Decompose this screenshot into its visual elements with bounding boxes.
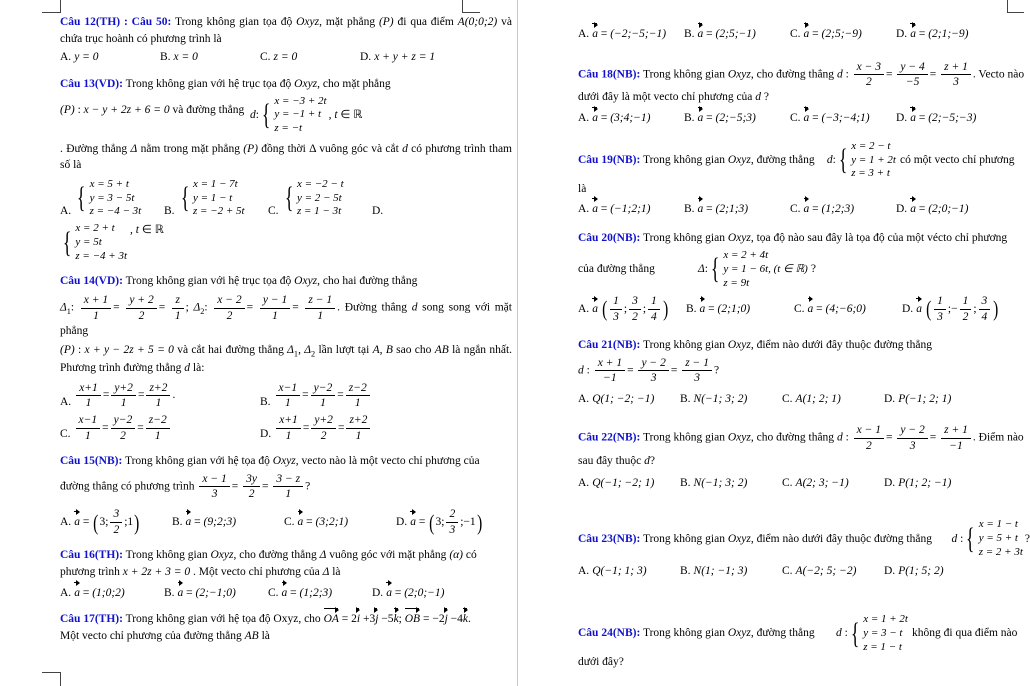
option-d[interactable]: D. a = (2;0;−1) (372, 585, 476, 602)
line-d-system: { x = 2 − t y = 1 + 2t z = 3 + t (838, 139, 896, 180)
opt-row: x = 5 + t (89, 177, 129, 190)
question-cau15: Câu 15(NB): Trong không gian với hệ tọa độ Oxyz, vecto nào là một vecto chỉ phương của đường thẳng có phương trình $\frac{x - 1}{3}$ = $\frac{3y}{2}$ = $\frac{3 - z}{1}$ ? A. a = ( 3; $\frac{3}{2}$ ;1 ) B. a = (9;2;3) C. a = (3;2;1) D. a = ( 3; $\frac{2}{3}$ ;−1 ) (60, 453, 512, 540)
question-label: Câu 17(TH): (60, 613, 123, 626)
line-y: y = 5 + t (978, 531, 1018, 544)
opt-row: x = 2 + t (75, 222, 115, 235)
line-x: x = 2 + 4t (723, 249, 769, 262)
option-key: C. (782, 476, 793, 489)
option-a[interactable]: A. $\frac{x+1}{1}$ = $\frac{y+2}{1}$ = $\frac{z+2}{1}$ . (60, 381, 176, 409)
option-c[interactable]: C. a = (4;−6;0) (794, 294, 902, 324)
crop-mark-top-mid-h (462, 12, 480, 13)
option-text: z = 0 (273, 51, 298, 64)
option-c[interactable] (782, 563, 884, 580)
option-key: C. (260, 51, 271, 64)
question-cau22: Câu 22(NB): Trong không gian Oxyz, cho đường thẳng d : $\frac{x - 1}{2}$ = $\frac{y - 2}{3}$ = $\frac{z + 1}{-1}$ . Điểm nào sau đây thuộc d? A. Q(−1; −2; 1) B. N(−1; 3; 2) C. A(2; 3; −1) D. P(1; 2; −1) (578, 423, 1030, 494)
line-z: z = 2 + 3t (978, 545, 1023, 558)
option-key: D. (902, 302, 914, 315)
options-cau15 (60, 507, 512, 540)
option-key: C. (794, 302, 805, 315)
option-a[interactable] (578, 563, 680, 580)
question-label: Câu 16(TH): (60, 549, 123, 562)
options-cau12 (60, 49, 512, 69)
options-cau13 (60, 178, 512, 267)
crop-mark-bottom-left-h (42, 672, 60, 673)
option-key: A. (578, 28, 590, 40)
option-key: D. (372, 586, 384, 599)
option-text: A(2; 3; −1) (795, 476, 849, 489)
option-key: B. (684, 202, 695, 215)
question-cau14: Câu 14(VD): Trong không gian với hệ trục tọa độ Oxyz, cho hai đường thẳng $\Delta_1$: $\frac{x + 1}{1}$ = $\frac{y + 2}{2}$ = $\frac{z}{1}$ ; $\Delta_2$: $\frac{x - 2}{2}$ = $\frac{y - 1}{1}$ = $\frac{z - 1}{1}$ . Đường thẳng d song song với mặt phẳng (P) : x + y − 2z + 5 = 0 và cắt hai đường thẳng $\Delta_1$, $\Delta_2$ lần lượt tại A, B sao cho AB là ngắn nhất. Phương trình đường thẳng d là: A. $\frac{x+1}{1}$ = $\frac{y+2}{1}$ = $\frac{z+2}{1}$ . B. $\frac{x-1}{1}$ = $\frac{y-2}{1}$ = $\frac{z-2}{1}$ C. $\frac{x-1}{1}$ = $\frac{y-2}{2}$ = $\frac{z-2}{1}$ D. $\frac{x+1}{1}$ = $\frac{y+2}{2}$ = $\frac{z+2}{1}$ (60, 273, 512, 446)
option-d[interactable]: D. a ( $\frac{1}{3}$ ;− $\frac{1}{2}$ ; $\frac{3}{4}$ ) (902, 295, 999, 323)
opt-row: x = 1 − 7t (192, 177, 238, 190)
question-cau12 (60, 14, 512, 69)
option-d[interactable]: D. a = (2;1;−9) (896, 26, 1002, 43)
line-y: y = 1 + 2t (851, 153, 896, 166)
option-c[interactable] (260, 49, 360, 66)
question-stem: Trong không gian tọa độ Oxyz, mặt phẳng (P) đi qua điểm A(0;0;2) và chứa trục hoành có phương trình là (60, 16, 512, 45)
option-text: Q(−1; −2; 1) (592, 476, 655, 489)
question-cau21: Câu 21(NB): Trong không gian Oxyz, điểm nào dưới đây thuộc đường thẳng d : $\frac{x + 1}{-1}$ = $\frac{y - 2}{3}$ = $\frac{z - 1}{3}$ ? A. Q(1; −2; −1) B. N(−1; 3; 2) C. A(1; 2; 1) D. P(−1; 2; 1) (578, 337, 1030, 411)
option-a[interactable]: A. a = (3;4;−1) (578, 110, 684, 127)
opt-row: z = −4 + 3t (75, 249, 128, 262)
line-d-system: { x = −3 + 2t y = −1 + t z = −t (261, 94, 327, 135)
option-key: B. (260, 395, 271, 408)
option-a[interactable]: A. a = (−1;2;1) (578, 201, 684, 218)
question-label: Câu 13(VD): (60, 78, 123, 91)
crop-mark-top-left-h (42, 12, 60, 13)
opt-row: y = 2 − 5t (296, 191, 342, 204)
option-key: D. (884, 393, 896, 406)
option-b[interactable]: B. a = (2;1;3) (684, 201, 790, 218)
option-key: A. (578, 393, 590, 406)
question-cau18: Câu 18(NB): Trong không gian Oxyz, cho đường thẳng d : $\frac{x - 3}{2}$ = $\frac{y - 4}{-5}$ = $\frac{z + 1}{3}$ . Vecto nào dưới đây là một vecto chỉ phương của d ? A. a = (3;4;−1) B. a = (2;−5;3) C. a = (−3;−4;1) D. a = (2;−5;−3) (578, 60, 1030, 130)
option-key: D. (896, 112, 908, 125)
option-key: B. (680, 565, 691, 578)
line-d-system: { x = 1 + 2t y = 3 − t z = 1 − t (850, 613, 908, 653)
options-cau14 (60, 381, 512, 447)
option-key: A. (60, 204, 72, 217)
line-y: y = 3 − t (863, 626, 903, 639)
option-key: C. (268, 586, 279, 599)
options-cau23 (578, 563, 1030, 583)
option-c[interactable]: C. $\frac{x-1}{1}$ = $\frac{y-2}{2}$ = $\frac{z-2}{1}$ (60, 413, 260, 443)
stem-part-2: , cho hai đường thẳng (317, 275, 418, 288)
option-key: D. (884, 565, 896, 578)
option-key: B. (160, 51, 171, 64)
option-b[interactable]: B. a = (9;2;3) (172, 507, 284, 537)
option-b[interactable] (680, 563, 782, 580)
line-z: z = 9t (723, 276, 750, 289)
option-text: P(1; 2; −1) (898, 476, 952, 489)
option-text: P(−1; 2; 1) (898, 393, 952, 406)
option-key: C. (790, 202, 801, 215)
right-column (578, 14, 1030, 679)
stem-oxyz: Oxyz (294, 275, 318, 288)
option-text: y = 0 (74, 51, 99, 64)
option-c[interactable] (782, 475, 884, 492)
left-column (60, 14, 512, 679)
option-d[interactable]: D. $\frac{x+1}{1}$ = $\frac{y+2}{2}$ = $\frac{z+2}{1}$ (260, 413, 460, 443)
option-text: A(1; 2; 1) (795, 393, 841, 406)
option-key: A. (60, 586, 72, 599)
option-a[interactable]: A. a = (−2;−5;−1) (578, 26, 684, 43)
option-key: B. (686, 302, 697, 315)
question-label: Câu 21(NB): (578, 339, 641, 352)
option-d[interactable] (884, 391, 986, 408)
option-key: D. (260, 428, 272, 441)
option-key: B. (684, 28, 695, 40)
line-x: x = 1 − t (978, 518, 1018, 531)
option-c[interactable] (782, 391, 884, 408)
option-key: D. (896, 28, 908, 40)
options-cau17 (578, 26, 1030, 46)
options-cau21 (578, 391, 1030, 411)
question-cau23: Câu 23(NB): Trong không gian Oxyz, điểm nào dưới đây thuộc đường thẳng d : { x = 1 − t y = 5 + t z = 2 + 3t ? A. Q(−1; 1; 3) B. N(1; −1; 3) C. A(−2; 5; −2) D. P(1; 5; 2) (578, 518, 1030, 583)
option-key: B. (680, 393, 691, 406)
option-key: C. (782, 565, 793, 578)
option-text: A(−2; 5; −2) (795, 565, 857, 578)
option-text: N(−1; 3; 2) (693, 393, 748, 406)
option-a[interactable]: A. a = ( 3; $\frac{3}{2}$ ;1 ) (60, 508, 140, 536)
crop-mark-top-mid-v (462, 0, 463, 13)
option-key: C. (790, 112, 801, 125)
question-cau19: Câu 19(NB): Trong không gian Oxyz, đường thẳng d: { x = 2 − t y = 1 + 2t z = 3 + t có một vecto chỉ phương là A. a = (−1;2;1) B. a = (2;1;3) C. a = (1;2;3) D. a = (2;0;−1) (578, 140, 1030, 221)
option-d[interactable]: D. a = ( 3; $\frac{2}{3}$ ;−1 ) (396, 508, 482, 536)
option-b[interactable]: B. $\frac{x-1}{1}$ = $\frac{y-2}{1}$ = $\frac{z-2}{1}$ (260, 381, 460, 411)
option-key: B. (172, 515, 183, 528)
option-key: D. (884, 476, 896, 489)
line-d-system: { x = 1 − t y = 5 + t z = 2 + 3t (966, 518, 1023, 558)
option-key: C. (284, 515, 295, 528)
option-key: C. (790, 28, 801, 40)
options-cau22 (578, 475, 1030, 495)
option-key: A. (60, 515, 72, 528)
question-cau20: Câu 20(NB): Trong không gian Oxyz, tọa độ nào sau đây là tọa độ của một vécto chỉ phương của đường thẳng Δ: { x = 2 + 4t y = 1 − 6t, (t ∈ ℝ) z = 9t ? A. a ( $\frac{1}{3}$ ; $\frac{3}{2}$ ; $\frac{1}{4}$ ) B. a = (2;1;0) C. a = (4;−6;0) D. a ( $\frac{1}{3}$ ;− $\frac{1}{2}$ ; $\frac{3}{4}$ ) (578, 230, 1030, 327)
question-cau16: Câu 16(TH): Trong không gian Oxyz, cho đường thẳng Δ vuông góc với mặt phẳng (α) có phương trình x + 2z + 3 = 0 . Một vecto chỉ phương của Δ là A. a = (1;0;2) B. a = (2;−1;0) C. a = (1;2;3) D. a = (2;0;−1) (60, 547, 512, 604)
line-z: z = 3 + t (851, 167, 890, 180)
option-key: C. (782, 393, 793, 406)
option-b[interactable]: B. { x = 1 − 7t y = 1 − t z = −2 + 5t (164, 177, 245, 218)
question-label: Câu 23(NB): (578, 532, 641, 545)
option-text: Q(−1; 1; 3) (592, 565, 647, 578)
opt-row: z = 1 − 3t (296, 205, 342, 218)
option-d[interactable]: D. a = (2;−5;−3) (896, 110, 1002, 127)
option-key: B. (164, 204, 175, 217)
option-c[interactable]: C. a = (3;2;1) (284, 507, 396, 537)
option-text: N(1; −1; 3) (693, 565, 748, 578)
crop-mark-top-right-v (1007, 0, 1008, 13)
option-a[interactable]: A. a ( $\frac{1}{3}$ ; $\frac{3}{2}$ ; $\frac{1}{4}$ ) (578, 295, 669, 323)
option-text: N(−1; 3; 2) (693, 476, 748, 489)
option-key: A. (578, 202, 590, 215)
opt-row: z = −2 + 5t (192, 205, 245, 218)
option-b[interactable]: B. a = (2;−5;3) (684, 110, 790, 127)
option-d[interactable] (884, 475, 986, 492)
option-b[interactable]: B. a = (2;−1;0) (164, 585, 268, 602)
option-key: D. (396, 515, 408, 528)
option-a[interactable]: A. { x = 5 + t y = 3 − 5t z = −4 − 3t (60, 177, 142, 218)
option-b[interactable]: B. a = (2;1;0) (686, 294, 794, 324)
option-key: B. (164, 586, 175, 599)
opt-row: y = 1 − t (192, 191, 233, 204)
option-key: D. (372, 204, 384, 217)
option-key: A. (578, 565, 590, 578)
option-c[interactable]: C. a = (−3;−4;1) (790, 110, 896, 127)
line-d-z: z = −t (274, 122, 303, 135)
option-key: A. (60, 395, 72, 408)
option-text: P(1; 5; 2) (898, 565, 944, 578)
opt-row: y = 3 − 5t (89, 191, 135, 204)
question-label: Câu 18(NB): (578, 68, 641, 81)
option-c[interactable]: C. a = (1;2;3) (790, 201, 896, 218)
column-divider (517, 0, 518, 686)
options-cau18 (578, 110, 1030, 130)
option-text: x + y + z = 1 (374, 51, 436, 64)
option-key: D. (360, 51, 372, 64)
option-c[interactable]: C. a = (2;5;−9) (790, 26, 896, 43)
crop-mark-top-left-v (60, 0, 61, 13)
option-d[interactable] (360, 49, 460, 66)
opt-row: y = 5t (75, 235, 102, 248)
line-delta-system: { x = 2 + 4t y = 1 − 6t, (t ∈ ℝ) z = 9t (710, 249, 808, 289)
option-text: Q(1; −2; −1) (592, 393, 655, 406)
question-label: Câu 24(NB): (578, 627, 641, 640)
option-a[interactable] (578, 391, 680, 408)
option-c[interactable]: C. { x = −2 − t y = 2 − 5t z = 1 − 3t (268, 177, 344, 218)
option-b[interactable] (680, 391, 782, 408)
option-key: A. (60, 51, 72, 64)
option-d[interactable] (884, 563, 986, 580)
option-b[interactable] (160, 49, 260, 66)
question-label: Câu 19(NB): (578, 154, 641, 167)
option-key: B. (684, 112, 695, 125)
question-cau24: Câu 24(NB): Trong không gian Oxyz, đường thẳng d : { x = 1 + 2t y = 3 − t z = 1 − t không đi qua điểm nào dưới đây? (578, 613, 1018, 669)
option-d-system[interactable]: { x = 2 + t y = 5t z = −4 + 3t , t ∈ ℝ (62, 222, 164, 262)
options-cau20 (578, 294, 1030, 327)
option-d[interactable]: D. a = (2;0;−1) (896, 201, 1002, 218)
option-key: A. (578, 476, 590, 489)
line-x: x = 2 − t (851, 139, 891, 152)
option-key: A. (578, 112, 590, 125)
option-c[interactable]: C. a = (1;2;3) (268, 585, 372, 602)
opt-row: x = −2 − t (296, 177, 344, 190)
line-y: y = 1 − 6t, (t ∈ ℝ) (723, 262, 808, 275)
opt-row: z = −4 − 3t (89, 205, 142, 218)
option-key: D. (896, 202, 908, 215)
line-z: z = 1 − t (863, 640, 902, 653)
question-cau17: Câu 17(TH): Trong không gian với hệ tọa độ Oxyz, cho OA = 2i +3j −5k; OB = −2j −4k. Một vecto chỉ phương của đường thẳng AB là (60, 613, 471, 642)
option-d[interactable] (372, 178, 476, 219)
line-x: x = 1 + 2t (863, 613, 908, 626)
question-label: Câu 15(NB): (60, 455, 123, 468)
option-a[interactable] (60, 49, 160, 66)
crop-mark-top-right-h (1007, 12, 1024, 13)
option-a[interactable]: A. a = (1;0;2) (60, 585, 164, 602)
option-key: C. (60, 428, 71, 441)
line-d-x: x = −3 + 2t (274, 94, 327, 107)
options-cau16 (60, 585, 512, 605)
stem-part-1: Trong không gian với hệ trục tọa độ (125, 275, 292, 288)
question-label: Câu 20(NB): (578, 232, 641, 245)
option-key: A. (578, 302, 590, 315)
option-key: B. (680, 476, 691, 489)
options-cau19 (578, 201, 1030, 221)
option-b[interactable]: B. a = (2;5;−1) (684, 26, 790, 43)
question-cau13: Câu 13(VD): Trong không gian với hệ trục tọa độ Oxyz, cho mặt phẳng d: { x = −3 + 2t y = −1 + t z = −t , t ∈ ℝ (P) : x − y + 2z + 6 = 0 và đường thẳng . Đường thẳng Δ nằm trong mặt phẳng (P) đồng thời Δ vuông góc và cắt d có phương trình tham số là A. { x = 5 + t y = 3 − 5t z = −4 − 3t B. { x = 1 − 7t y = 1 − t z = −2 + 5t C. { x = −2 − t y = 2 − 5t z = 1 − 3t D. { x = 2 + t y = 5t z = −4 + 3t , t ∈ ℝ (60, 76, 512, 266)
option-b[interactable] (680, 475, 782, 492)
question-label: Câu 22(NB): (578, 431, 641, 444)
option-a[interactable] (578, 475, 680, 492)
question-label: Câu 12(TH) : Câu 50: (60, 16, 172, 28)
option-key: C. (268, 204, 279, 217)
question-label: Câu 14(VD): (60, 275, 123, 288)
line-d-y: y = −1 + t (274, 108, 322, 121)
option-text: x = 0 (173, 51, 198, 64)
